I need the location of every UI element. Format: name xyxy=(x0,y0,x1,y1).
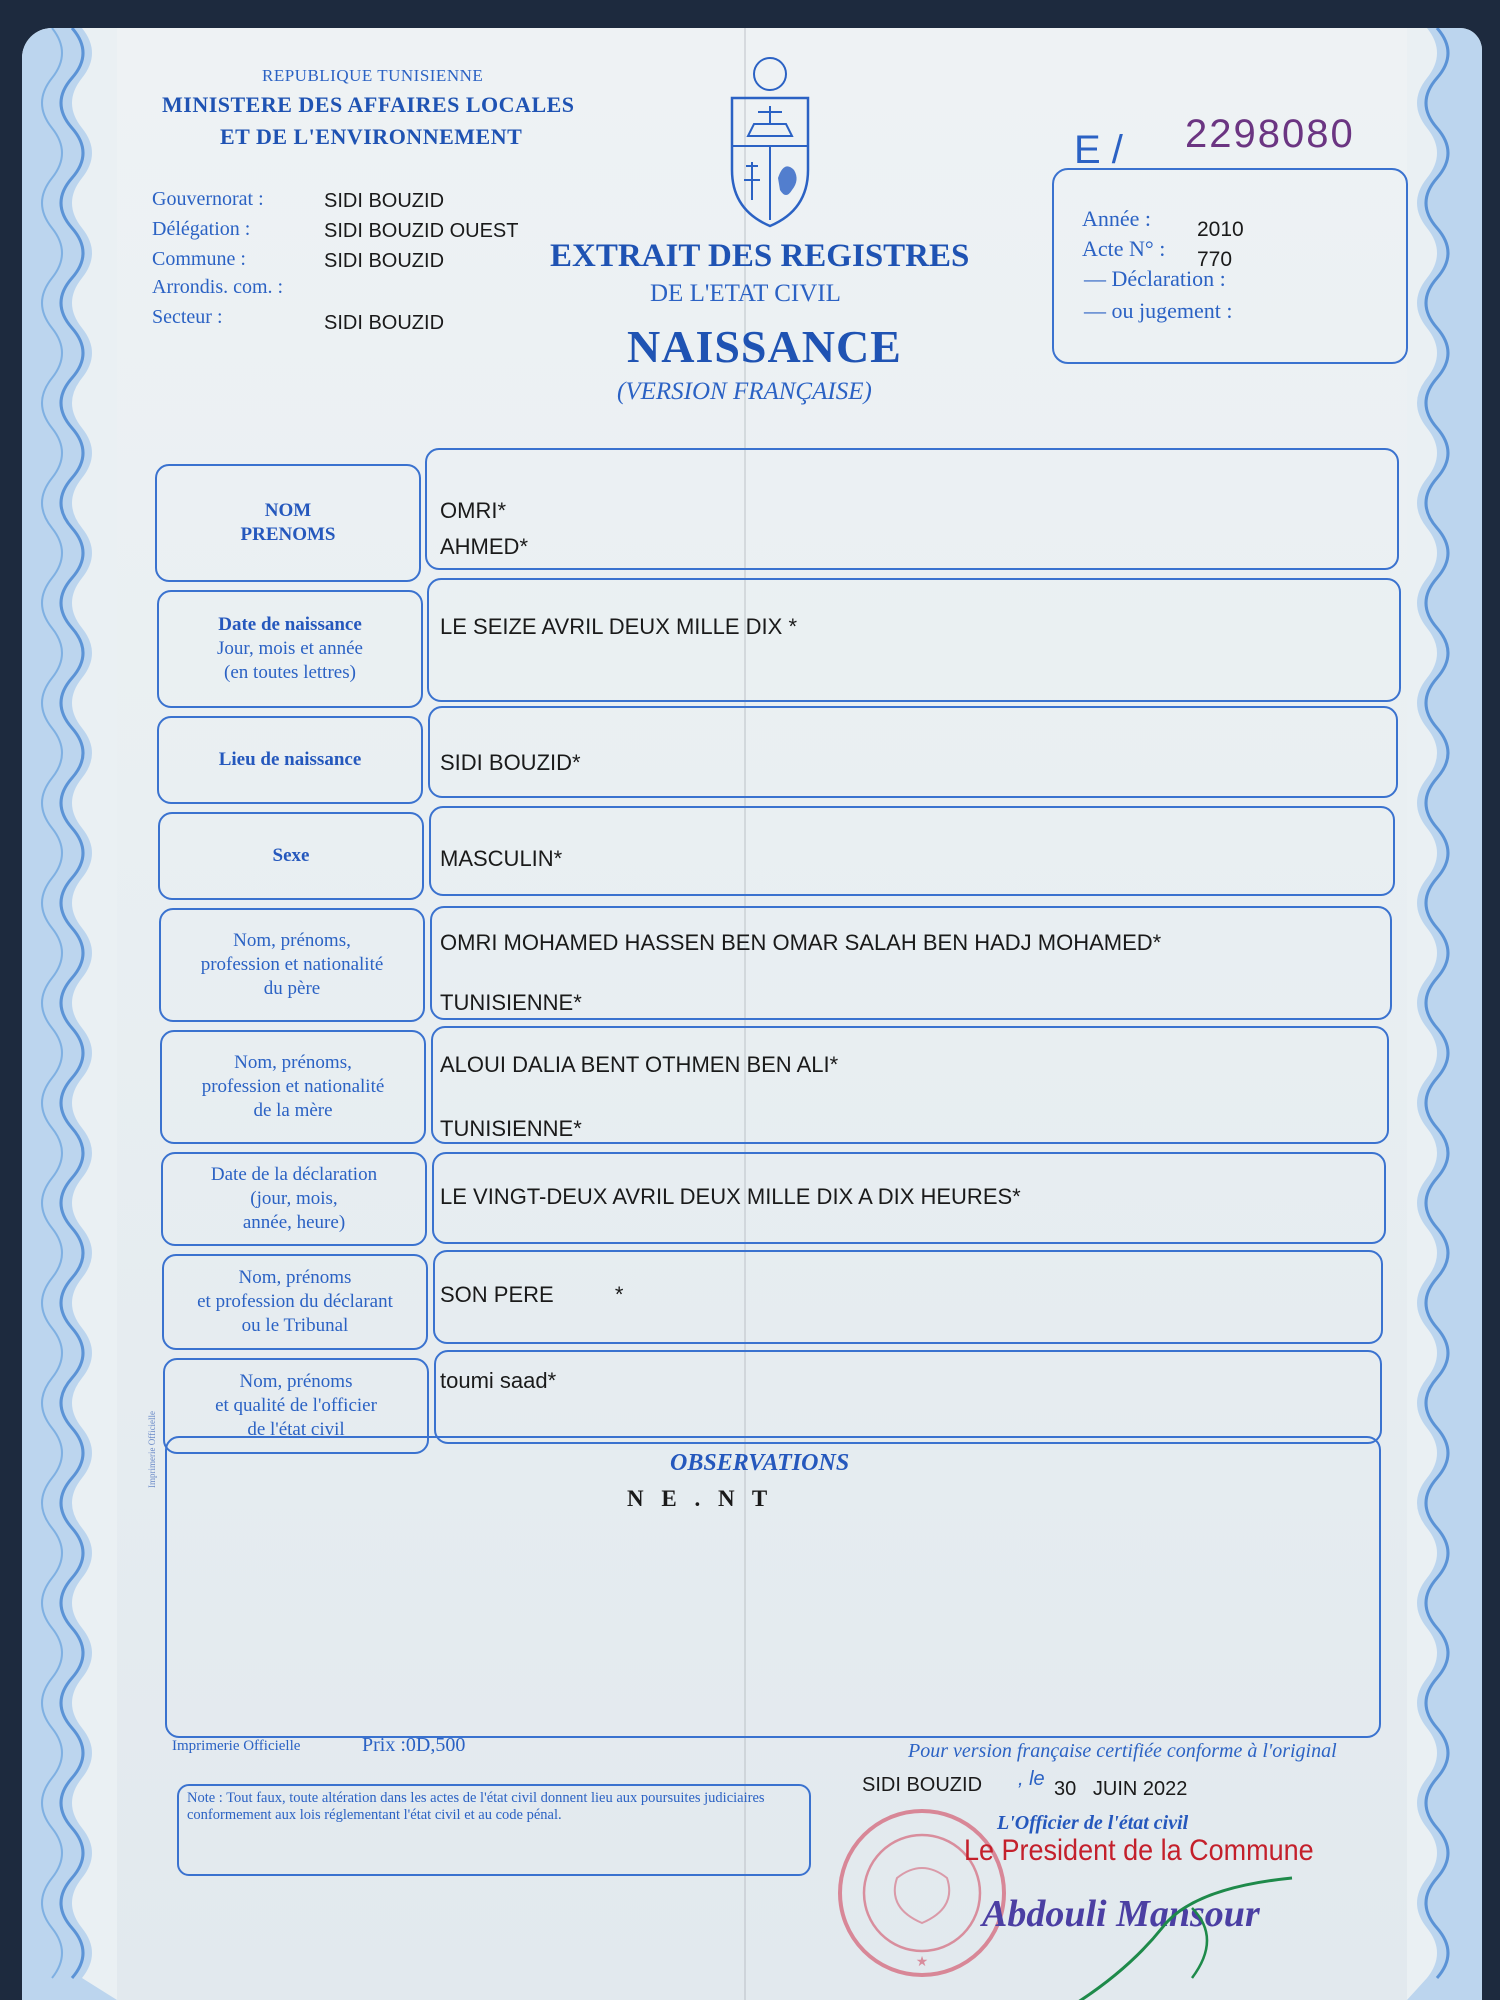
date-declaration-label-box xyxy=(161,1152,427,1246)
officier-label-line3: de l'état civil xyxy=(247,1418,345,1440)
price-label: Prix :0D,500 xyxy=(362,1734,466,1756)
president-stamp-text: Le President de la Commune xyxy=(964,1834,1314,1867)
observations-title: OBSERVATIONS xyxy=(670,1450,850,1476)
pere-label-line3: du père xyxy=(263,977,321,999)
nom-prenoms-label-box xyxy=(155,464,421,582)
document-title-line1: EXTRAIT DES REGISTRES xyxy=(550,238,970,274)
date-naissance-label: Date de naissance xyxy=(218,614,362,636)
document-version-label: (VERSION FRANÇAISE) xyxy=(617,378,872,405)
serial-prefix: E / xyxy=(1074,128,1123,172)
pere-label-line2: profession et nationalité xyxy=(200,954,384,976)
mere-label-line3: de la mère xyxy=(253,1099,333,1121)
tunisia-coat-of-arms-icon xyxy=(712,50,828,230)
legal-note-text: Note : Tout faux, toute altération dans les actes de l'état civil donnent lieu aux poursuites judiciaires conformement aux lois réglementant l'état civil et au code pénal. xyxy=(187,1790,765,1824)
document-type-title: NAISSANCE xyxy=(627,321,902,372)
lieu-naissance-label: Lieu de naissance xyxy=(218,749,362,771)
declarant-value: SON PERE * xyxy=(440,1282,624,1307)
signer-name: Abdouli Mansour xyxy=(982,1893,1260,1935)
gouvernorat-value: SIDI BOUZID xyxy=(324,190,445,212)
prenoms-label: PRENOMS xyxy=(240,524,336,545)
nom-label: NOM xyxy=(264,500,312,522)
pere-value: OMRI MOHAMED HASSEN BEN OMAR SALAH BEN HADJ MOHAMED* xyxy=(440,930,1162,955)
annee-value: 2010 xyxy=(1197,218,1244,241)
mere-label-line2: profession et nationalité xyxy=(201,1076,385,1098)
officier-signature-title: L'Officier de l'état civil xyxy=(997,1812,1189,1834)
sexe-label: Sexe xyxy=(272,845,310,867)
document-title-line2: DE L'ETAT CIVIL xyxy=(650,280,841,307)
observations-text: N E . N T xyxy=(627,1486,774,1511)
declarant-label-line1: Nom, prénoms xyxy=(238,1267,352,1289)
declaration-label: — Déclaration : xyxy=(1084,266,1226,291)
left-guilloche-border xyxy=(22,28,117,2000)
lieu-naissance-value: SIDI BOUZID* xyxy=(440,750,581,775)
imprimerie-label: Imprimerie Officielle xyxy=(172,1738,301,1754)
mere-nationalite-value: TUNISIENNE* xyxy=(440,1116,582,1141)
ministry-heading-line1: MINISTERE DES AFFAIRES LOCALES xyxy=(162,92,575,117)
mere-value: ALOUI DALIA BENT OTHMEN BEN ALI* xyxy=(440,1052,839,1077)
issue-place: SIDI BOUZID xyxy=(862,1774,983,1796)
officier-label-line1: Nom, prénoms xyxy=(239,1371,353,1393)
pere-nationalite-value: TUNISIENNE* xyxy=(440,990,582,1015)
officier-label-line2: et qualité de l'officier xyxy=(215,1395,377,1417)
republic-heading: REPUBLIQUE TUNISIENNE xyxy=(262,66,484,85)
date-naissance-sublabel2: (en toutes lettres) xyxy=(224,661,356,683)
prenoms-value: AHMED* xyxy=(440,534,529,559)
gouvernorat-label: Gouvernorat : xyxy=(152,188,264,210)
delegation-value: SIDI BOUZID OUEST xyxy=(324,220,519,242)
delegation-label: Délégation : xyxy=(152,218,251,240)
issue-date: 30 JUIN 2022 xyxy=(1054,1778,1188,1800)
handwritten-signature xyxy=(1042,1868,1302,2000)
acte-number-value: 770 xyxy=(1197,248,1233,271)
date-declaration-label-line1: Date de la déclaration xyxy=(210,1164,378,1186)
date-naissance-label-box xyxy=(157,590,423,708)
observations-box xyxy=(165,1436,1381,1738)
printer-side-mark: Imprimerie Officielle xyxy=(147,1410,157,1488)
declarant-label-line2: et profession du déclarant xyxy=(197,1291,393,1313)
date-naissance-value-box xyxy=(427,578,1401,702)
commune-label: Commune : xyxy=(152,248,246,270)
ministry-heading-line2: ET DE L'ENVIRONNEMENT xyxy=(220,124,523,149)
pere-label-line1: Nom, prénoms, xyxy=(233,930,351,952)
certification-statement: Pour version française certifiée conforme à l'original xyxy=(908,1740,1337,1762)
annee-label: Année : xyxy=(1082,206,1152,231)
acte-number-label: Acte N° : xyxy=(1082,236,1166,261)
officier-value-box xyxy=(434,1350,1382,1444)
date-naissance-sublabel1: Jour, mois et année xyxy=(217,638,363,660)
sexe-value: MASCULIN* xyxy=(440,846,563,871)
commune-value: SIDI BOUZID xyxy=(324,250,445,272)
right-guilloche-border xyxy=(1407,28,1482,2000)
declarant-label-line3: ou le Tribunal xyxy=(241,1314,349,1336)
date-declaration-label-line2: (jour, mois, xyxy=(250,1188,338,1210)
secteur-label: Secteur : xyxy=(152,306,223,328)
date-declaration-value: LE VINGT-DEUX AVRIL DEUX MILLE DIX A DIX HEURES* xyxy=(440,1184,1021,1209)
sexe-label-box xyxy=(158,812,424,900)
nom-value: OMRI* xyxy=(440,498,506,523)
sexe-value-box xyxy=(429,806,1395,896)
lieu-naissance-label-box xyxy=(157,716,423,804)
officier-value: toumi saad* xyxy=(440,1368,557,1393)
mere-label-line1: Nom, prénoms, xyxy=(234,1052,352,1074)
arrondissement-label: Arrondis. com. : xyxy=(152,276,284,298)
jugement-label: — ou jugement : xyxy=(1084,298,1233,323)
pere-label-box xyxy=(159,908,425,1022)
date-naissance-value: LE SEIZE AVRIL DEUX MILLE DIX * xyxy=(440,614,798,639)
mere-label-box xyxy=(160,1030,426,1144)
nom-prenoms-value-box xyxy=(425,448,1399,570)
birth-certificate-document xyxy=(22,28,1482,2000)
secteur-value: SIDI BOUZID xyxy=(324,312,445,334)
serial-number: 2298080 xyxy=(1185,112,1355,156)
declarant-label-box xyxy=(162,1254,428,1350)
svg-text:★: ★ xyxy=(915,1953,929,1969)
issue-le-label: , le xyxy=(1018,1768,1045,1790)
date-declaration-label-line3: année, heure) xyxy=(242,1211,346,1233)
